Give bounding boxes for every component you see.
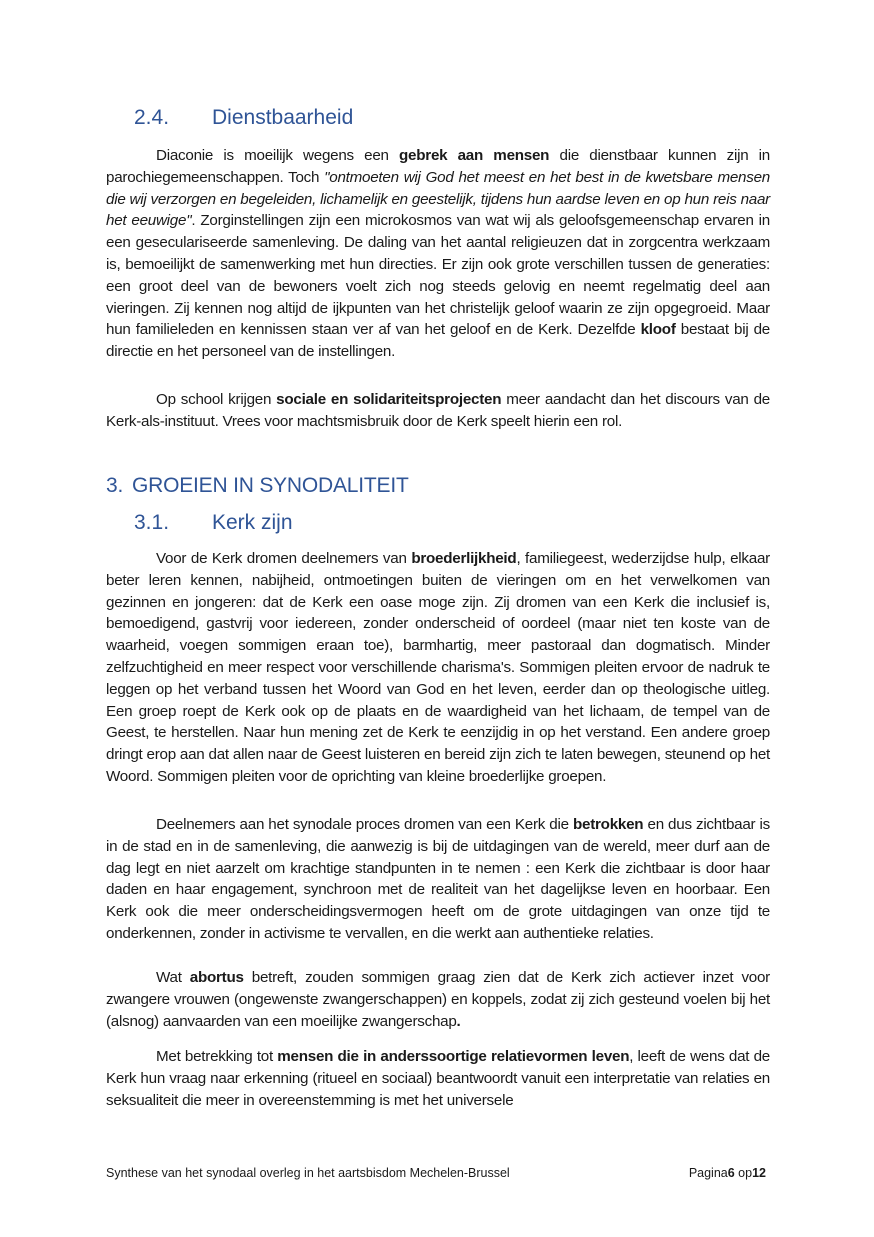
bold-run: sociale en solidariteitsprojecten <box>276 391 502 408</box>
page-label: Pagina <box>688 1166 728 1180</box>
text-run: en dus zichtbaar is in de stad en in de samenleving, die aanwezig is bij de uitdagingen van de wereld, meer durf aan de dag legt en niet aarzelt om krachtige standpunten in te nemen : een Kerk die zichtbaar is door haar daden en haar engagement, synchroon met de realiteit van het dagelijkse leven en hoorbaar. Een Kerk ook die meer onderscheidingsvermogen heeft om de grote uitdagingen van onze tijd te onderkennen, zonder in activisme te vervallen, en die werkt aan authentieke relaties. <box>106 816 770 942</box>
heading-title: Dienstbaarheid <box>212 106 354 129</box>
text-run: Diaconie is moeilijk wegens een <box>156 147 400 164</box>
heading-section-3-1 <box>134 511 293 535</box>
bold-run: . <box>456 1012 461 1030</box>
page-current: 6 <box>727 1166 735 1180</box>
text-run: meer aandacht dan het discours van de Kerk-als-instituut. Vrees voor machtsmisbruik door de Kerk speelt hierin een rol. <box>106 391 770 430</box>
text-run: Op school krijgen <box>156 391 277 408</box>
paragraph-broederlijkheid <box>106 548 770 788</box>
heading-section-3 <box>106 474 409 498</box>
text-run: betreft, zouden sommigen graag zien dat de Kerk zich actiever inzet voor zwangere vrouwen (ongewenste zwangerschappen) en koppels, zodat zij zich gesteund voelen bij het (alsnog) aanvaarden van een moeilijke zwangerschap <box>106 969 770 1030</box>
heading-number: 2.4. <box>134 106 170 129</box>
footer-document-title: Synthese van het synodaal overleg in het aartsbisdom Mechelen-Brussel <box>106 1166 510 1180</box>
text-run: . Zorginstellingen zijn een microkosmos van wat wij als geloofsgemeenschap ervaren in een geseculariseerde samenleving. De daling van het aantal religieuzen dat in zorgcentra werkzaam is, bemoeilijkt de samenwerking met hun directies. Er zijn ook grote verschillen tussen de generaties: een groot deel van de bewoners voelt zich nog steeds gelovig en neemt regelmatig deel aan vieringen. Zij kennen nog altijd de ijkpunten van het christelijk geloof waarin ze zijn opgegroeid. Maar hun familieleden en kennissen staan ver af van het geloof en de Kerk. Dezelfde <box>106 212 770 339</box>
text-run: die dienstbaar kunnen zijn in parochiegemeenschappen. Toch <box>106 147 770 186</box>
heading-number: 3. <box>106 474 124 497</box>
paragraph-school <box>106 389 770 433</box>
text-run: bestaat bij de directie en het personeel van de instellingen. <box>106 321 770 361</box>
bold-run: mensen die in anderssoortige relatievormen leven <box>277 1048 630 1065</box>
bold-run: kloof <box>640 321 676 339</box>
text-run: Voor de Kerk dromen deelnemers van <box>156 550 412 567</box>
heading-section-2-4 <box>134 106 353 130</box>
paragraph-abortus <box>106 967 770 1032</box>
heading-title: GROEIEN IN SYNODALITEIT <box>132 474 409 497</box>
paragraph-betrokken <box>106 814 770 945</box>
italic-quote: "ontmoeten wij God het meest en het best in de kwetsbare mensen die wij verzorgen en begeleiden, lichamelijk en geestelijk, tijdens hun aardse leven en op hun reis naar het eeuwige" <box>106 168 770 230</box>
text-run: , familiegeest, wederzijdse hulp, elkaar beter leren kennen, nabijheid, ontmoetingen buiten de vieringen om en het verwelkomen van gezinnen en jongeren: dat de Kerk een oase moge zijn. Zij dromen van een Kerk die inclusief is, bemoedigend, gastvrij voor iedereen, zonder onderscheid of oordeel (maar niet ten koste van de waarheid, voegen sommigen eraan toe), barmhartig, meer pastoraal dan dogmatisch. Minder zelfzuchtigheid en meer respect voor verschillende charisma's. Sommigen pleiten ervoor de nadruk te leggen op het verband tussen het Woord van God en het leven, eerder dan op theologische uitleg. Een groep roept de Kerk ook op de plaats en de waardigheid van het lichaam, de tempel van de Geest, te herstellen. Naar hun mening zet de Kerk te eenzijdig in op het verstand. Een andere groep dringt erop aan dat allen naar de Geest luisteren en bereid zijn zich te laten bewegen, steunend op het Woord. Sommigen pleiten voor de oprichting van kleine broederlijke groepen. <box>106 550 770 785</box>
bold-run: abortus <box>189 969 244 986</box>
bold-run: broederlijkheid <box>411 550 517 567</box>
text-run: Met betrekking tot <box>156 1048 278 1065</box>
text-run: , leeft de wens dat de Kerk hun vraag naar erkenning (ritueel en sociaal) beantwoordt vanuit een interpretatie van relaties en seksualiteit die meer in overeenstemming is met het universele <box>106 1048 770 1109</box>
footer-page-number <box>689 1166 766 1180</box>
paragraph-relatievormen <box>106 1046 770 1111</box>
heading-title: Kerk zijn <box>212 511 293 534</box>
text-run: Deelnemers aan het synodale proces dromen van een Kerk die <box>156 816 573 833</box>
bold-run: betrokken <box>572 816 644 833</box>
heading-number: 3.1. <box>134 511 170 534</box>
text-run: Wat <box>156 969 190 986</box>
paragraph-diaconie <box>106 145 770 363</box>
page-separator: op <box>734 1166 753 1180</box>
page-total: 12 <box>752 1166 766 1180</box>
bold-run: gebrek aan mensen <box>399 147 550 164</box>
